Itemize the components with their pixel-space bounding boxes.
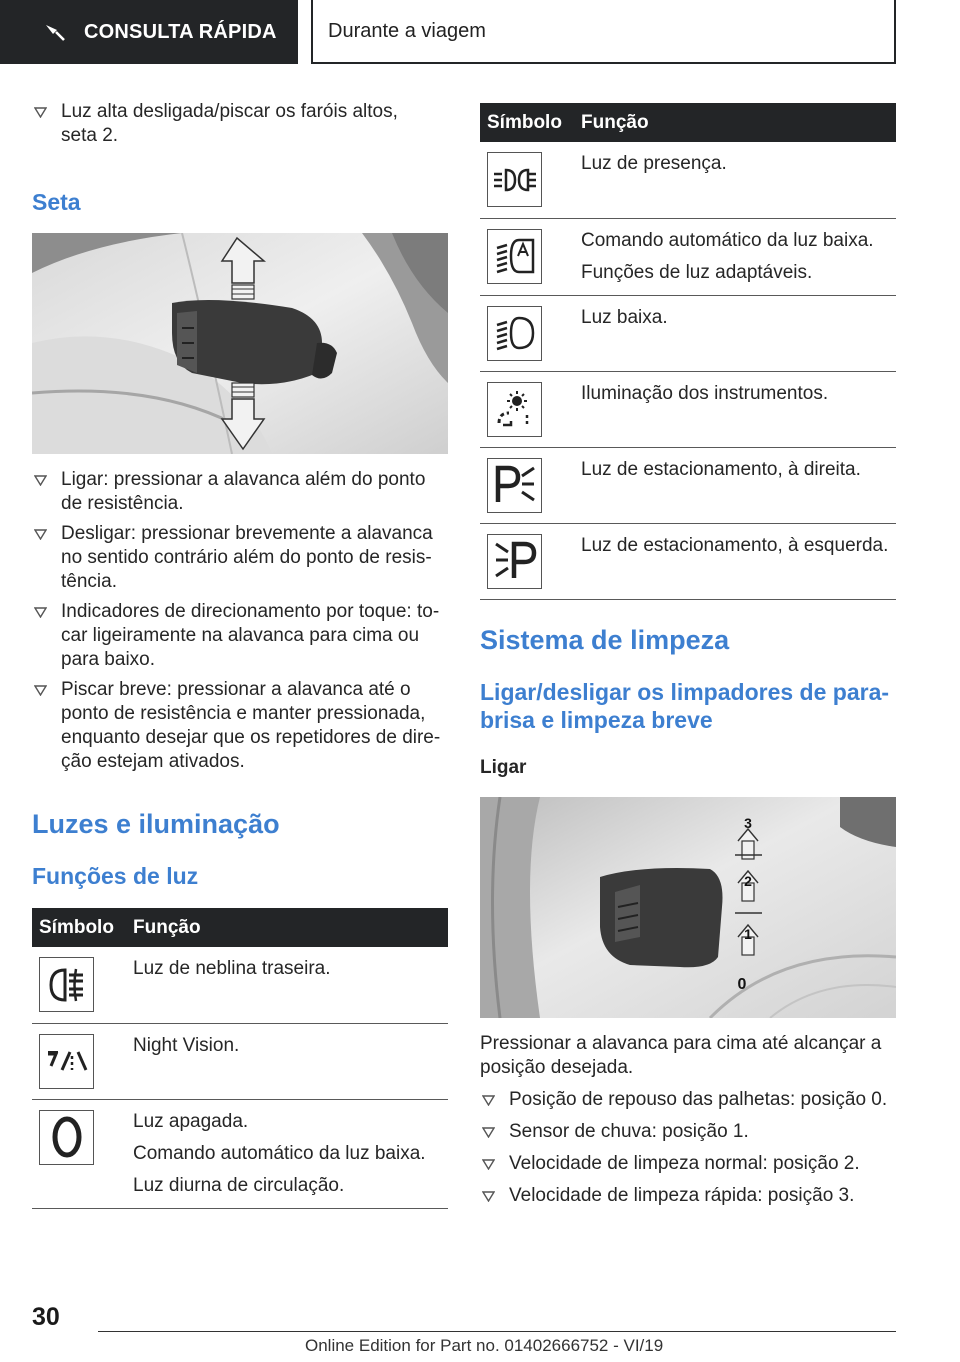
table-row: Comando automático da luz baixa. Funções de luz adaptáveis. (480, 218, 896, 295)
list-item: Velocidade de limpeza normal: posição 2. (480, 1152, 896, 1176)
bullet-triangle-icon (482, 1095, 495, 1106)
bullet-triangle-icon (34, 529, 47, 540)
auto-low-beam-icon (487, 229, 542, 284)
seta-bullets (32, 468, 448, 774)
seta-heading: Seta (32, 189, 81, 215)
bullet-triangle-icon (34, 107, 47, 118)
page-number: 30 (32, 1303, 60, 1331)
wiper-position-label: 3 (744, 814, 752, 831)
bullet-triangle-icon (34, 607, 47, 618)
column-header-symbol: Símbolo (32, 908, 133, 947)
column-header-symbol: Símbolo (480, 103, 581, 142)
list-item: Ligar: pressionar a alavanca além do ponto de resistência. (32, 468, 448, 516)
table-row: Luz de estacionamento, à esquerda. (480, 523, 896, 599)
turn-signal-lever-image (32, 233, 448, 454)
table-row: Night Vision. (32, 1023, 448, 1099)
parking-light-right-icon (487, 458, 542, 513)
light-off-zero-icon (39, 1110, 94, 1165)
lights-heading: Luzes e iluminação (32, 809, 280, 839)
wiper-position-label: 2 (744, 872, 752, 889)
parking-light-left-icon (487, 534, 542, 589)
table-row: Luz de neblina traseira. (32, 947, 448, 1023)
table-row: Iluminação dos instrumentos. (480, 371, 896, 447)
light-functions-table (32, 908, 448, 1209)
list-item: Sensor de chuva: posição 1. (480, 1120, 896, 1144)
bullet-triangle-icon (34, 685, 47, 696)
light-symbols-table (480, 103, 896, 600)
table-header-row (32, 908, 448, 947)
press-instruction: Pressionar a alavanca para cima até alcançar a posição desejada. (480, 1032, 882, 1078)
list-item: Posição de repouso das palhetas: posição 0. (480, 1088, 896, 1112)
quick-reference-tab[interactable] (0, 0, 298, 64)
list-item: Piscar breve: pressionar a alavanca até o ponto de resistência e manter pressionada, enquanto desejar que os repetidores de direção estejam ativados. (32, 678, 448, 774)
bullet-triangle-icon (482, 1159, 495, 1170)
parking-lights-icon (487, 152, 542, 207)
low-beam-icon (487, 306, 542, 361)
wiper-lever-image (480, 797, 896, 1018)
night-vision-icon (39, 1034, 94, 1089)
left-column (32, 100, 448, 1209)
right-column (480, 103, 896, 1208)
footer-divider (98, 1331, 896, 1332)
list-item: Desligar: pressionar brevemente a alavanca no sentido contrário além do ponto de resistência. (32, 522, 448, 594)
cleaning-heading: Sistema de limpeza (480, 624, 730, 655)
table-header-row (480, 103, 896, 142)
section-title-box (311, 0, 896, 64)
bullet-triangle-icon (482, 1191, 495, 1202)
column-header-function: Função (133, 908, 448, 947)
light-functions-heading: Funções de luz (32, 863, 199, 889)
rear-fog-light-icon (39, 957, 94, 1012)
wiper-position-bullets (480, 1088, 896, 1208)
list-item: Luz alta desligada/piscar os faróis altos, seta 2. (32, 100, 412, 148)
table-row: Luz de estacionamento, à direita. (480, 447, 896, 523)
bullet-triangle-icon (34, 475, 47, 486)
instrument-lighting-icon (487, 382, 542, 437)
wiper-position-label: 0 (737, 975, 747, 993)
list-item: Velocidade de limpeza rápida: posição 3. (480, 1184, 896, 1208)
bullet-triangle-icon (482, 1127, 495, 1138)
table-row: Luz de presença. (480, 142, 896, 218)
star-icon (44, 21, 66, 43)
list-item: Indicadores de direcionamento por toque: tocar ligeiramente na alavanca para cima ou para baixo. (32, 600, 448, 672)
on-heading: Ligar (480, 756, 527, 778)
section-title: Durante a viagem (328, 19, 486, 42)
edition-footer: Online Edition for Part no. 01402666752 - VI/19 (305, 1336, 664, 1355)
high-beam-bullets (32, 100, 412, 148)
column-header-function: Função (581, 103, 896, 142)
table-row: Luz apagada. Comando automático da luz baixa. Luz diurna de circulação. (32, 1099, 448, 1208)
quick-reference-label: CONSULTA RÁPIDA (84, 20, 277, 43)
wiper-position-label: 1 (744, 925, 752, 942)
table-row: Luz baixa. (480, 295, 896, 371)
wipers-heading: Ligar/desligar os limpadores de para-brisa e limpeza breve (480, 678, 890, 733)
